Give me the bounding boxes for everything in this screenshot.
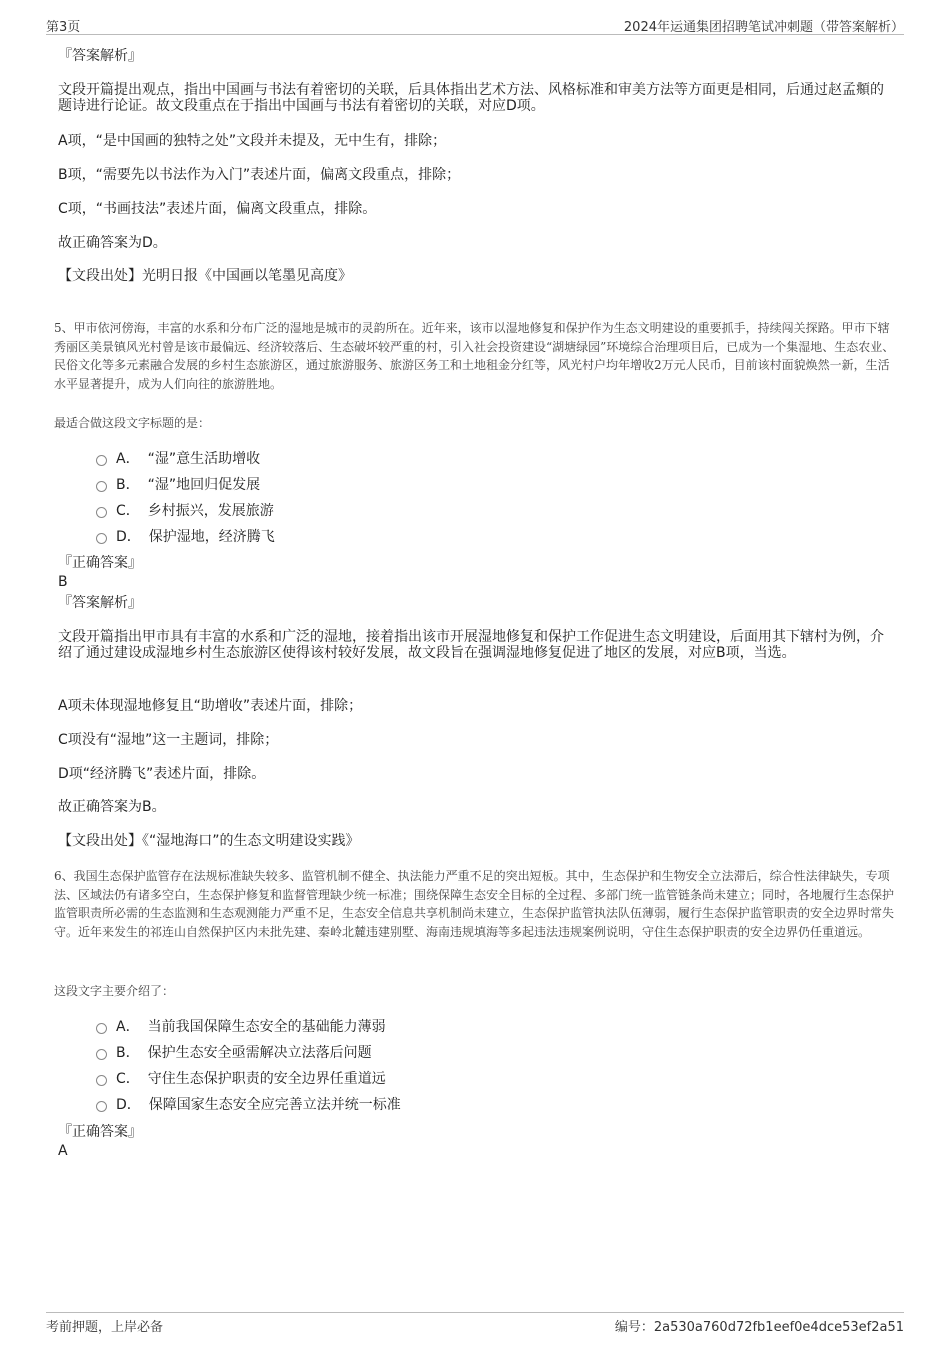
source: 【文段出处】光明日报《中国画以笔墨见高度》 [58,268,352,284]
question-6-option-d[interactable]: D． 保障国家生态安全应完善立法并统一标准 [96,1094,401,1114]
option-a-analysis: A项，“是中国画的独特之处”文段并未提及，无中生有，排除； [58,133,447,149]
correct-answer-label: 『正确答案』 [58,1124,142,1140]
radio-icon[interactable] [96,1101,107,1112]
correct-answer: A [58,1143,68,1159]
radio-icon[interactable] [96,1049,107,1060]
radio-icon[interactable] [96,533,107,544]
radio-icon[interactable] [96,481,107,492]
analysis-text: 文段开篇提出观点，指出中国画与书法有着密切的关联，后具体指出艺术方法、风格标准和审美方法等方面更是相同，后通过赵孟頫的题诗进行论证。故文段重点在于指出中国画与书法有着密切的关联，对应D项。 [58,82,884,114]
radio-icon[interactable] [96,507,107,518]
question-6-option-c[interactable]: C． 守住生态保护职责的安全边界任重道远 [96,1068,386,1088]
analysis-text: 文段开篇指出甲市具有丰富的水系和广泛的湿地，接着指出该市开展湿地修复和保护工作促进生态文明建设，后面用其下辖村为例，介绍了通过建设成湿地乡村生态旅游区使得该村较好发展，故文段旨在强调湿地修复促进了地区的发展，对应B项，当选。 [58,629,884,661]
conclusion: 故正确答案为D。 [58,235,167,251]
correct-answer-label: 『正确答案』 [58,555,142,571]
question-5-text: 5、甲市依河傍海，丰富的水系和分布广泛的湿地是城市的灵韵所在。近年来，该市以湿地修复和保护作为生态文明建设的重要抓手，持续闯关探路。甲市下辖秀丽区美景镇风光村曾是该市最偏远、经济较落后、生态破坏较严重的村，引入社会投资建设“湖塘绿园”环境综合治理项目后，已成为一个集湿地、生态农业、民俗文化等多元素融合发展的乡村生态旅游区，通过旅游服务、旅游区务工和土地租金分红等，风光村户均年增收2万元人民币，目前该村面貌焕然一新，生活水平显著提升，成为人们向往的旅游胜地。 [54,321,895,391]
option-b-analysis: B项，“需要先以书法作为入门”表述片面，偏离文段重点，排除； [58,167,461,183]
page-footer [46,1312,904,1337]
question-5-prompt: 最适合做这段文字标题的是： [54,416,211,430]
question-6-prompt: 这段文字主要介绍了： [54,984,175,998]
analysis-label: 『答案解析』 [58,48,142,64]
question-6-option-b[interactable]: B． 保护生态安全亟需解决立法落后问题 [96,1042,372,1062]
question-5-option-a[interactable]: A． “湿”意生活助增收 [96,448,260,468]
option-c-analysis: C项没有“湿地”这一主题词，排除； [58,732,279,748]
radio-icon[interactable] [96,1075,107,1086]
option-c-analysis: C项，“书画技法”表述片面，偏离文段重点，排除。 [58,201,377,217]
question-5-option-b[interactable]: B． “湿”地回归促发展 [96,474,260,494]
analysis-label: 『答案解析』 [58,595,142,611]
question-6-option-a[interactable]: A． 当前我国保障生态安全的基础能力薄弱 [96,1016,386,1036]
radio-icon[interactable] [96,455,107,466]
question-5-option-c[interactable]: C． 乡村振兴，发展旅游 [96,500,274,520]
conclusion: 故正确答案为B。 [58,799,166,815]
source: 【文段出处】《“湿地海口”的生态文明建设实践》 [58,833,360,849]
question-5-option-d[interactable]: D． 保护湿地，经济腾飞 [96,526,275,546]
option-d-analysis: D项“经济腾飞”表述片面，排除。 [58,766,266,782]
correct-answer: B [58,574,68,590]
footer-slogan: 考前押题，上岸必备 [46,1320,164,1335]
option-a-analysis: A项未体现湿地修复且“助增收”表述片面，排除； [58,698,363,714]
question-6-text: 6、我国生态保护监管存在法规标准缺失较多、监管机制不健全、执法能力严重不足的突出短板。其中，生态保护和生物安全立法滞后，综合性法律缺失，专项法、区域法仍有诸多空白，生态保护修复和监督管理缺少统一标准；围绕保障生态安全目标的全过程、多部门统一监管链条尚未建立；同时，各地履行生态保护监管职责所必需的生态监测和生态观测能力严重不足，生态安全信息共享机制尚未建立，生态保护监管执法队伍薄弱，履行生态保护监管职责的安全边界时常失守。近年来发生的祁连山自然保护区内未批先建、秦岭北麓违建别墅、海南违规填海等多起违法违规案例说明，守住生态保护职责的安全边界仍任重道远。 [54,869,895,939]
document-id: 编号：2a530a760d72fb1eef0e4dce53ef2a51 [614,1320,904,1335]
radio-icon[interactable] [96,1023,107,1034]
page-number: 第3页 [46,20,81,35]
document-title: 2024年运通集团招聘笔试冲刺题（带答案解析） [623,20,904,35]
